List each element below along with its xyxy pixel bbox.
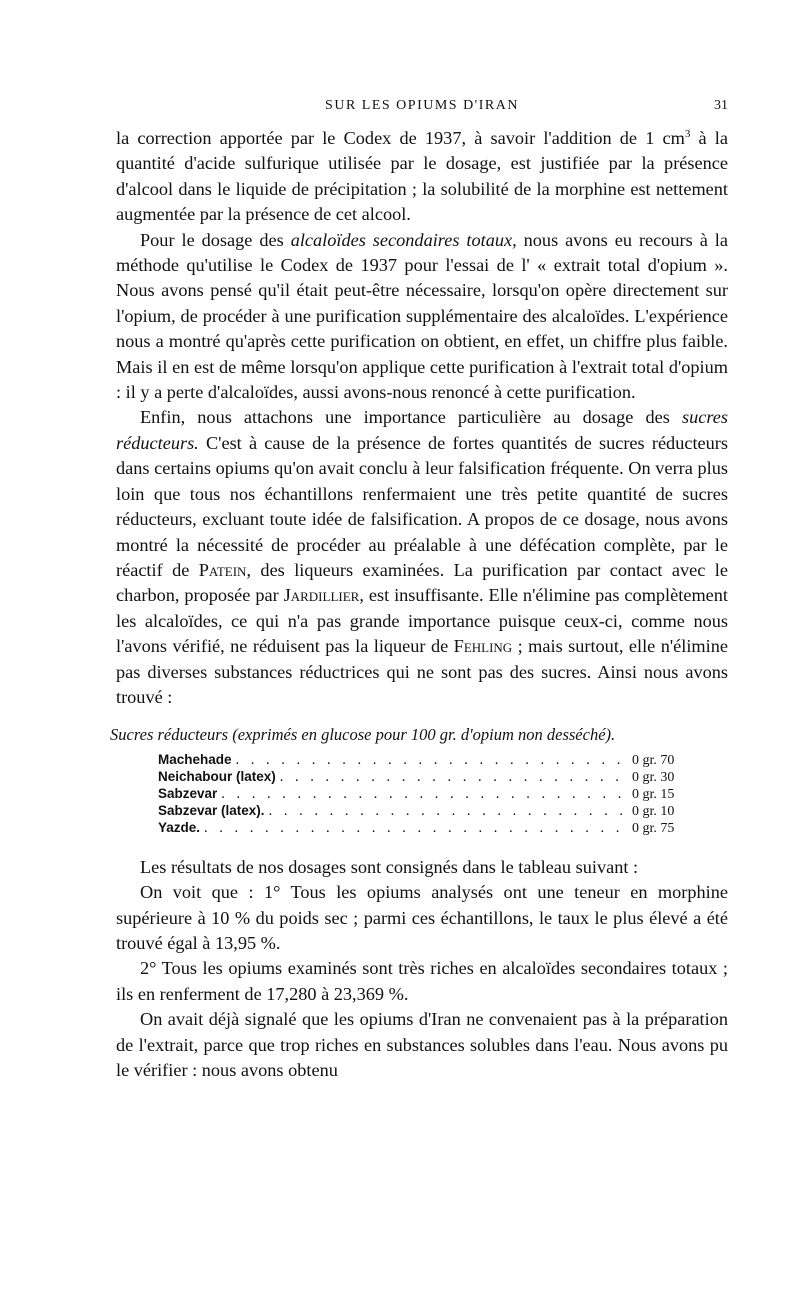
paragraph-3 [116,405,728,710]
paragraph-2 [116,228,728,406]
row-value: 0 gr. 75 [632,820,675,836]
paragraph-3-a: Enfin, nous attachons une importance particulière au dosage des [140,407,682,428]
author-jardillier: Jardillier [283,585,360,606]
row-name: Neichabour (latex) [158,768,276,784]
row-name: Machehade [158,751,232,767]
page-number: 31 [714,98,728,113]
paragraph-3-d: , est insuffisante. Elle n'élimine pas complètement les alcaloïdes, ce qui n'a pas grande importance puisque ceux-ci, comme nous l'avons vérifié, ne réduisent pas la liqueur de [116,585,728,657]
paragraph-7: On avait déjà signalé que les opiums d'Iran ne convenaient pas à la préparation de l'extrait, parce que trop riches en substances solubles dans l'eau. Nous avons pu le vérifier : nous avons obtenu [116,1009,728,1080]
body-text [110,126,728,1083]
running-title: SUR LES OPIUMS D'IRAN [325,98,519,113]
paragraph-6: 2° Tous les opiums examinés sont très riches en alcaloïdes secondaires totaux ; ils en renferment de 17,280 à 23,369 %. [116,958,728,1004]
after-table-text [116,855,728,1084]
paragraph-1-text: la correction apportée par le Codex de 1937, à savoir l'addition de 1 cm [116,128,685,148]
paragraph-5: On voit que : 1° Tous les opiums analysés ont une teneur en morphine supérieure à 10 % du poids sec ; parmi ces échantillons, le taux le plus élevé a été trouvé égal à 13,95 %. [116,882,728,953]
table-row [158,820,690,837]
superscript-3: 3 [684,127,691,140]
paragraph-1-rest: à la quantité d'acide sulfurique utilisée par le dosage, est justifiée par la présence d'alcool dans le liquide de précipitation ; la solubilité de la morphine est nettement augmentée par la présence de cet alcool. [116,128,728,225]
paragraph-4: Les résultats de nos dosages sont consignés dans le tableau suivant : [140,856,639,877]
leader-dots [280,769,628,785]
paragraph-2-a: Pour le dosage des [140,229,291,250]
leader-dots [269,803,628,819]
row-name: Sabzevar [158,785,218,801]
table-row [158,752,690,769]
row-name: Sabzevar (latex). [158,802,265,818]
page [110,92,728,1083]
sugar-table [158,752,690,837]
paragraph-2-emphasis: alcaloïdes secondaires totaux, [290,229,517,250]
paragraph-3-c: , des liqueurs examinées. La purification par contact avec le charbon, proposée par [116,559,728,606]
row-value: 0 gr. 30 [632,769,675,785]
paragraph-2-b: nous avons eu recours à la méthode qu'utilise le Codex de 1937 pour l'essai de l' « extrait total d'opium ». Nous avons pensé qu'il était peut-être nécessaire, lorsqu'on opère directement sur l'opium, de procéder à une purification supplémentaire des alcaloïdes. L'expérience nous a montré qu'après cette purification on obtient, en effet, un chiffre plus faible. Mais il en est de même lorsqu'on applique cette purification à l'extrait total d'opium : il y a perte d'alcaloïdes, aussi avons-nous renoncé à cette purification. [116,229,728,403]
table-row [158,786,690,803]
page-header [116,92,728,122]
row-name: Yazde. [158,819,201,835]
leader-dots [204,820,628,836]
table-row [158,769,690,786]
table-row [158,803,690,820]
row-value: 0 gr. 15 [632,786,675,802]
paragraph-1 [116,126,728,228]
row-value: 0 gr. 70 [632,752,675,768]
paragraph-3-e: ; mais surtout, elle n'élimine pas diverses substances réductrices qui ne sont pas des sucres. Ainsi nous avons trouvé : [116,636,728,707]
author-fehling: Fehling [453,636,513,657]
paragraph-3-emphasis: sucres réducteurs. [116,407,728,453]
author-patein: Patein [198,559,247,580]
leader-dots [236,752,628,768]
row-value: 0 gr. 10 [632,803,675,819]
leader-dots [221,786,628,802]
paragraph-3-b: C'est à cause de la présence de fortes quantités de sucres réducteurs dans certains opiums qu'on avait conclu à leur falsification fréquente. On verra plus loin que tous nos échantillons renfermaient une très petite quantité de sucres réducteurs, excluant toute idée de falsification. A propos de ce dosage, nous avons montré la nécessité de procéder au préalable à une défécation complète, par le réactif de [116,432,728,580]
table-caption: Sucres réducteurs (exprimés en glucose pour 100 gr. d'opium non desséché). [110,725,616,745]
